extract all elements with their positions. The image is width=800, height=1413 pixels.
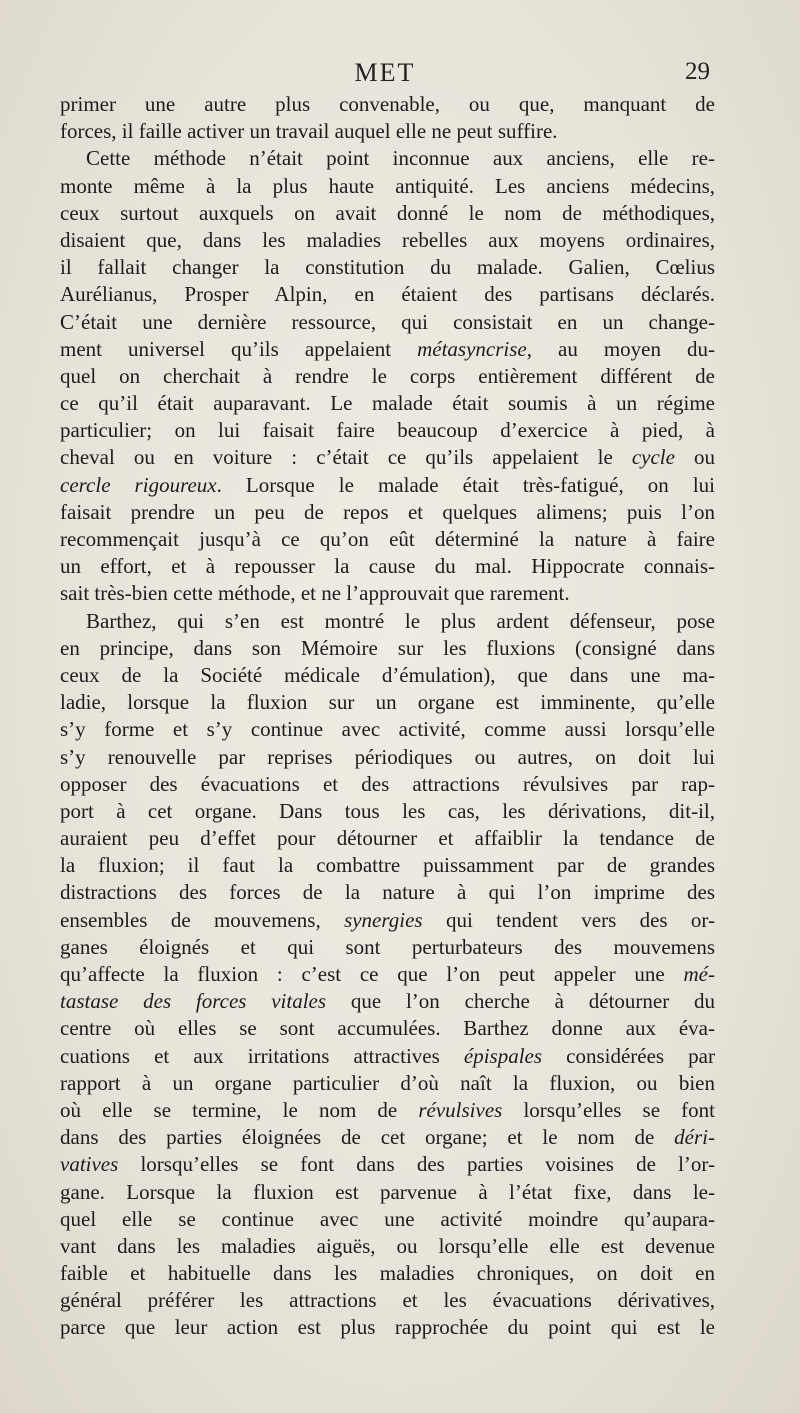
text-segment: parce que leur action est plus rapprochée du point qui est le bbox=[60, 1315, 715, 1340]
text-line bbox=[60, 580, 715, 607]
italic-term: épispales bbox=[463, 1043, 543, 1068]
text-segment: s’y forme et s’y continue avec activité, comme aussi lorsqu’elle bbox=[60, 717, 715, 742]
text-line bbox=[60, 281, 715, 308]
page-number: 29 bbox=[685, 58, 710, 85]
text-segment: ment universel qu’ils appelaient bbox=[60, 336, 418, 361]
text-line bbox=[60, 716, 715, 743]
text-segment: lorsqu’elles se font dans des parties voisines de l’or- bbox=[118, 1152, 715, 1177]
text-line bbox=[60, 798, 715, 825]
text-line bbox=[60, 879, 715, 906]
text-line bbox=[60, 309, 715, 336]
running-title: MET bbox=[354, 58, 416, 87]
text-segment: quel elle se continue avec une activité moindre qu’aupara- bbox=[60, 1206, 715, 1231]
text-line bbox=[60, 907, 715, 934]
text-segment: particulier; on lui faisait faire beaucoup d’exercice à pied, à bbox=[60, 418, 715, 443]
text-line bbox=[60, 145, 715, 172]
text-line bbox=[60, 662, 715, 689]
text-segment: ceux de la Société médicale d’émulation), que dans une ma- bbox=[60, 662, 715, 687]
text-segment: il fallait changer la constitution du malade. Galien, Cœlius bbox=[60, 255, 715, 280]
text-line bbox=[60, 1043, 715, 1070]
text-line bbox=[60, 336, 715, 363]
text-line bbox=[60, 200, 715, 227]
text-segment: primer une autre plus convenable, ou que, manquant de bbox=[60, 92, 715, 116]
text-line bbox=[60, 1015, 715, 1042]
text-line bbox=[60, 118, 715, 145]
text-line bbox=[60, 472, 715, 499]
text-line bbox=[60, 1233, 715, 1260]
text-segment: Cette méthode n’était point inconnue aux anciens, elle re- bbox=[86, 146, 715, 171]
text-segment: ce qu’il était auparavant. Le malade était soumis à un régime bbox=[60, 391, 715, 416]
text-segment: rapport à un organe particulier d’où naît la fluxion, ou bien bbox=[60, 1070, 715, 1095]
text-line bbox=[60, 1151, 715, 1178]
text-segment: dans des parties éloignées de cet organe; et le nom de bbox=[60, 1125, 675, 1150]
text-segment: . Lorsque le malade était très-fatigué, on lui bbox=[216, 472, 715, 497]
text-segment: quel on cherchait à rendre le corps entièrement différent de bbox=[60, 363, 715, 388]
text-segment: ladie, lorsque la fluxion sur un organe est imminente, qu’elle bbox=[60, 690, 715, 715]
text-line bbox=[60, 608, 715, 635]
text-line bbox=[60, 1206, 715, 1233]
text-segment: qui tendent vers des or- bbox=[422, 907, 715, 932]
text-segment: vant dans les maladies aiguës, ou lorsqu’elle elle est devenue bbox=[60, 1233, 715, 1258]
text-segment: gane. Lorsque la fluxion est parvenue à l’état fixe, dans le- bbox=[60, 1179, 715, 1204]
text-segment: auraient peu d’effet pour détourner et affaiblir la tendance de bbox=[60, 826, 715, 851]
text-segment: en principe, dans son Mémoire sur les fluxions (consigné dans bbox=[60, 635, 715, 660]
text-line bbox=[60, 934, 715, 961]
text-segment: disaient que, dans les maladies rebelles aux moyens ordinaires, bbox=[60, 227, 715, 252]
page-header bbox=[60, 58, 710, 92]
text-line bbox=[60, 961, 715, 988]
text-line bbox=[60, 689, 715, 716]
text-line bbox=[60, 635, 715, 662]
text-segment: Aurélianus, Prosper Alpin, en étaient des partisans déclarés. bbox=[60, 282, 715, 307]
italic-term: révulsives bbox=[418, 1097, 503, 1122]
text-segment: où elle se termine, le nom de bbox=[60, 1097, 419, 1122]
text-segment: faisait prendre un peu de repos et quelques alimens; puis l’on bbox=[60, 499, 715, 524]
text-segment: ganes éloignés et qui sont perturbateurs des mouvemens bbox=[60, 934, 715, 959]
text-segment: un effort, et à repousser la cause du mal. Hippocrate connais- bbox=[60, 554, 715, 579]
text-line bbox=[60, 363, 715, 390]
italic-term: déri- bbox=[674, 1125, 715, 1150]
text-line bbox=[60, 1124, 715, 1151]
italic-term: métasyncrise bbox=[417, 336, 527, 361]
italic-term: vatives bbox=[60, 1152, 119, 1177]
text-line bbox=[60, 771, 715, 798]
text-segment: s’y renouvelle par reprises périodiques ou autres, on doit lui bbox=[60, 744, 715, 769]
body-text bbox=[60, 91, 715, 1342]
text-segment: ceux surtout auxquels on avait donné le nom de méthodiques, bbox=[60, 200, 715, 225]
text-line bbox=[60, 1070, 715, 1097]
text-line bbox=[60, 444, 715, 471]
text-segment: ensembles de mouvemens, bbox=[60, 907, 345, 932]
text-segment: forces, il faille activer un travail auquel elle ne peut suffire. bbox=[60, 119, 558, 144]
text-segment: cheval ou en voiture : c’était ce qu’ils appelaient le bbox=[60, 445, 632, 470]
italic-term: synergies bbox=[344, 907, 423, 932]
text-segment: centre où elles se sont accumulées. Barthez donne aux éva- bbox=[60, 1016, 715, 1041]
text-segment: , au moyen du- bbox=[526, 336, 715, 361]
text-line bbox=[60, 417, 715, 444]
text-segment: qu’affecte la fluxion : c’est ce que l’on peut appeler une bbox=[60, 962, 684, 986]
text-segment: faible et habituelle dans les maladies chroniques, on doit en bbox=[60, 1261, 715, 1286]
text-segment: considérées par bbox=[542, 1043, 715, 1068]
text-line bbox=[60, 254, 715, 281]
text-segment: sait très-bien cette méthode, et ne l’approuvait que rarement. bbox=[60, 581, 570, 606]
text-segment: C’était une dernière ressource, qui consistait en un change- bbox=[60, 309, 715, 334]
text-segment: Barthez, qui s’en est montré le plus ardent défenseur, pose bbox=[86, 608, 715, 633]
text-line bbox=[60, 825, 715, 852]
text-line bbox=[60, 744, 715, 771]
text-line bbox=[60, 91, 715, 118]
text-line bbox=[60, 1260, 715, 1287]
text-segment: général préférer les attractions et les évacuations dérivatives, bbox=[60, 1288, 715, 1313]
italic-term: cercle rigoureux bbox=[60, 472, 217, 497]
italic-term: mé- bbox=[683, 962, 715, 986]
text-segment: monte même à la plus haute antiquité. Les anciens médecins, bbox=[60, 173, 715, 198]
text-segment: cuations et aux irritations attractives bbox=[60, 1043, 464, 1068]
text-line bbox=[60, 499, 715, 526]
text-segment: lorsqu’elles se font bbox=[502, 1097, 715, 1122]
text-segment: la fluxion; il faut la combattre puissamment par de grandes bbox=[60, 853, 715, 878]
text-line bbox=[60, 526, 715, 553]
text-segment: opposer des évacuations et des attractions révulsives par rap- bbox=[60, 771, 715, 796]
italic-term: cycle bbox=[631, 445, 675, 470]
text-line bbox=[60, 553, 715, 580]
text-segment: ou bbox=[674, 445, 715, 470]
text-line bbox=[60, 1179, 715, 1206]
text-segment: que l’on cherche à détourner du bbox=[326, 989, 715, 1014]
text-line bbox=[60, 852, 715, 879]
text-segment: distractions des forces de la nature à qui l’on imprime des bbox=[60, 880, 715, 905]
text-line bbox=[60, 390, 715, 417]
text-line bbox=[60, 1287, 715, 1314]
text-line bbox=[60, 1097, 715, 1124]
text-line bbox=[60, 173, 715, 200]
text-line bbox=[60, 227, 715, 254]
text-segment: port à cet organe. Dans tous les cas, les dérivations, dit-il, bbox=[60, 798, 715, 823]
text-segment: recommençait jusqu’à ce qu’on eût déterminé la nature à faire bbox=[60, 527, 715, 551]
italic-term: tastase des forces vitales bbox=[60, 989, 327, 1014]
text-line bbox=[60, 1314, 715, 1341]
text-line bbox=[60, 988, 715, 1015]
